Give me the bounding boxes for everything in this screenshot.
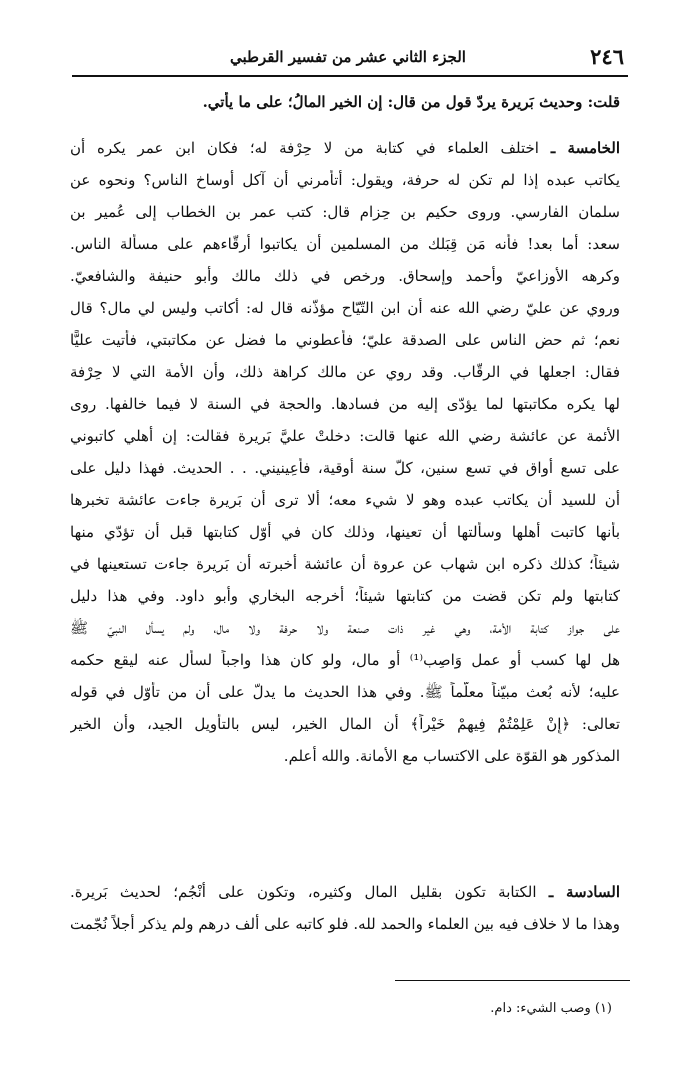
line-text: فقال: اجعلها في الرقّاب. وقد روي عن مالك كراهة ذلك، وأن الأمة التي لا حِرْفة bbox=[70, 363, 620, 381]
text-line bbox=[70, 170, 620, 190]
line-text: نعم؛ ثم حض الناس على الصدقة عليّ؛ فأعطوني ما فضل عن مكاتبتي، فأتيت عليًّا bbox=[70, 331, 620, 349]
line-text: تعالى: ﴿إِنْ عَلِمْتُمْ فِيهِمْ خَيْراً﴾ أن المال الخير، ليس بالتأويل الجيد، وأن الخير bbox=[70, 715, 620, 733]
line-text: المذكور هو القوّة على الاكتساب مع الأمانة. والله أعلم. bbox=[283, 747, 620, 765]
line-text: هل لها كسب أو عمل وَاصِب⁽¹⁾ أو مال، ولو كان هذا واجباً لسأل عنه ليقع حكمه bbox=[70, 651, 620, 669]
page-number: ٢٤٦ bbox=[590, 44, 624, 69]
text-line bbox=[70, 330, 620, 350]
header-rule bbox=[72, 75, 628, 77]
page-header bbox=[70, 44, 624, 70]
text-line bbox=[70, 234, 620, 254]
line-text: أن للسيد أن يكاتب عبده وهو لا شيء معه؛ ألا ترى أن بَريرة جاءت عائشة تخبرها bbox=[70, 491, 620, 509]
line-text: وهذا ما لا خلاف فيه بين العلماء والحمد لله. فلو كاتبه على ألف درهم ولم يذكر أجلاً نُجّمت bbox=[70, 915, 620, 933]
text-line bbox=[70, 394, 620, 414]
text-line bbox=[70, 490, 620, 510]
line-text: قلت: وحديث بَريرة يردّ قول من قال: إن الخير المالُ؛ على ما يأتي. bbox=[202, 93, 620, 111]
line-text: سلمان الفارسي. وروى حكيم بن حِزام قال: كتب عمر بن الخطاب إلى عُمير بن bbox=[70, 203, 620, 221]
line-text: الكتابة تكون بقليل المال وكثيره، وتكون على أنْجُم؛ لحديث بَريرة. bbox=[70, 883, 549, 901]
text-line bbox=[70, 202, 620, 222]
text-line bbox=[70, 426, 620, 446]
footnote: (١) وصب الشيء: دام. bbox=[490, 1001, 612, 1016]
line-text: سعد: أما بعد! فأنه مَن قِبَلك من المسلمين أن يكاتبوا أرقّاءهم على مسألة الناس. bbox=[70, 235, 620, 253]
text-line bbox=[70, 746, 620, 766]
line-text: على تسع أواق في تسع سنين، كلّ سنة أوقية، فأعِينيني. . . الحديث. فهذا دليل على bbox=[70, 459, 620, 477]
text-line bbox=[70, 618, 620, 638]
line-text: لها يكره مكاتبتها لما يؤدّى إليه من فسادها. والحجة في السنة لا فيما خالفها. روى bbox=[70, 395, 620, 413]
line-text: كتابتها ولم تكن قضت من كتابتها شيئاً؛ أخرجه البخاري وأبو داود. وفي هذا دليل bbox=[70, 587, 620, 605]
footnote-rule bbox=[395, 980, 630, 981]
text-line bbox=[70, 298, 620, 318]
text-line bbox=[70, 714, 620, 734]
section-heading: السادسة ـ bbox=[548, 883, 620, 901]
line-text: اختلف العلماء في كتابة من لا حِرْفة له؛ فكان ابن عمر يكره أن bbox=[70, 139, 551, 157]
running-title: الجزء الثاني عشر من تفسير القرطبي bbox=[230, 48, 466, 66]
line-text: بأنها كاتبت أهلها وسألتها أن تعينها، وذلك كان في أوّل كتابتها قبل أن تؤدّي منها bbox=[70, 523, 620, 541]
line-text: الأئمة عن عائشة رضي الله عنها قالت: دخلتْ عليَّ بَريرة فقالت: إن أهلي كاتبوني bbox=[70, 427, 620, 445]
text-line bbox=[70, 586, 620, 606]
line-text: وروي عن عليّ رضي الله عنه أن ابن التّيّاح مؤذّنه قال له: أكاتب وليس لي مال؟ قال bbox=[70, 299, 620, 317]
text-line bbox=[70, 138, 620, 158]
line-text: وكرهه الأوزاعيّ وأحمد وإسحاق. ورخص في ذلك مالك وأبو حنيفة والشافعيّ. bbox=[70, 267, 620, 285]
text-line bbox=[70, 650, 620, 670]
text-line bbox=[70, 362, 620, 382]
section-heading: الخامسة ـ bbox=[550, 139, 620, 157]
text-line bbox=[70, 914, 620, 934]
text-line bbox=[70, 522, 620, 542]
line-text: على جواز كتابة الأمة، وهي غير ذات صنعة ولا حرفة ولا مال، ولم يسأل النبيّ ﷺ bbox=[70, 619, 620, 637]
text-line bbox=[70, 554, 620, 574]
line-text: يكاتب عبده إذا لم تكن له حرفة، ويقول: أتأمرني أن آكل أوساخ الناس؟ ونحوه عن bbox=[70, 171, 620, 189]
line-text: شيئاً؛ كذلك ذكره ابن شهاب عن عروة أن عائشة أخبرته أن بَريرة جاءت تستعينها في bbox=[70, 555, 620, 573]
text-line bbox=[70, 266, 620, 286]
text-line bbox=[70, 682, 620, 702]
text-line bbox=[70, 458, 620, 478]
text-line bbox=[70, 92, 620, 112]
line-text: عليه؛ لأنه بُعث مبيّناً معلّماً ﷺ. وفي هذا الحديث ما يدلّ على أن من تأوّل في قوله bbox=[70, 683, 620, 701]
text-line bbox=[70, 882, 620, 902]
